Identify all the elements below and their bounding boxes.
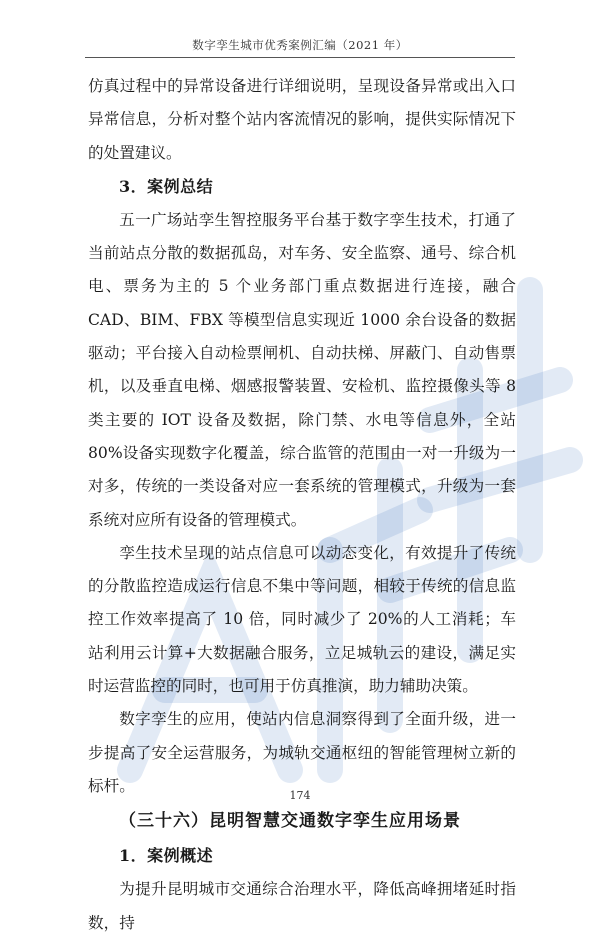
paragraph-continued: 仿真过程中的异常设备进行详细说明，呈现设备异常或出入口异常信息，分析对整个站内客流情况的影响，提供实际情况下的处置建议。 <box>88 77 516 162</box>
running-header: 数字孪生城市优秀案例汇编（2021 年） <box>192 38 408 52</box>
body-text <box>88 70 516 940</box>
section-heading-summary: 3．案例总结 <box>119 176 214 196</box>
page-number: 174 <box>289 789 311 802</box>
paragraph: 五一广场站孪生智控服务平台基于数字孪生技术，打通了当前站点分散的数据孤岛，对车务、安全监察、通号、综合机电、票务为主的 5 个业务部门重点数据进行连接，融合 CAD、BIM、FBX 等模型信息实现近 1000 余台设备的数据驱动；平台接入自动检票闸机、自动扶梯、屏蔽门、自动售票机，以及垂直电梯、烟感报警装置、安检机、监控摄像头等 8 类主要的 IOT 设备及数据，除门禁、水电等信息外，全站 80%设备实现数字化覆盖，综合监管的范围由一对一升级为一对多，传统的一类设备对应一套系统的管理模式，升级为一套系统对应所有设备的管理模式。 <box>88 210 516 529</box>
paragraph: 数字孪生的应用，使站内信息洞察得到了全面升级，进一步提高了安全运营服务，为城轨交通枢纽的智能管理树立新的标杆。 <box>88 710 516 795</box>
paragraph: 为提升昆明城市交通综合治理水平，降低高峰拥堵延时指数，持 <box>88 880 516 932</box>
section-heading-overview: 1．案例概述 <box>119 846 214 866</box>
header-rule <box>85 57 515 58</box>
section-heading-kunming: （三十六）昆明智慧交通数字孪生应用场景 <box>119 811 461 832</box>
paragraph: 孪生技术呈现的站点信息可以动态变化，有效提升了传统的分散监控造成运行信息不集中等问题，相较于传统的信息监控工作效率提高了 10 倍，同时减少了 20%的人工消耗；车站利用云计算+大数据融合服务，立足城轨云的建设，满足实时运营监控的同时，也可用于仿真推演，助力辅助决策。 <box>88 543 516 696</box>
